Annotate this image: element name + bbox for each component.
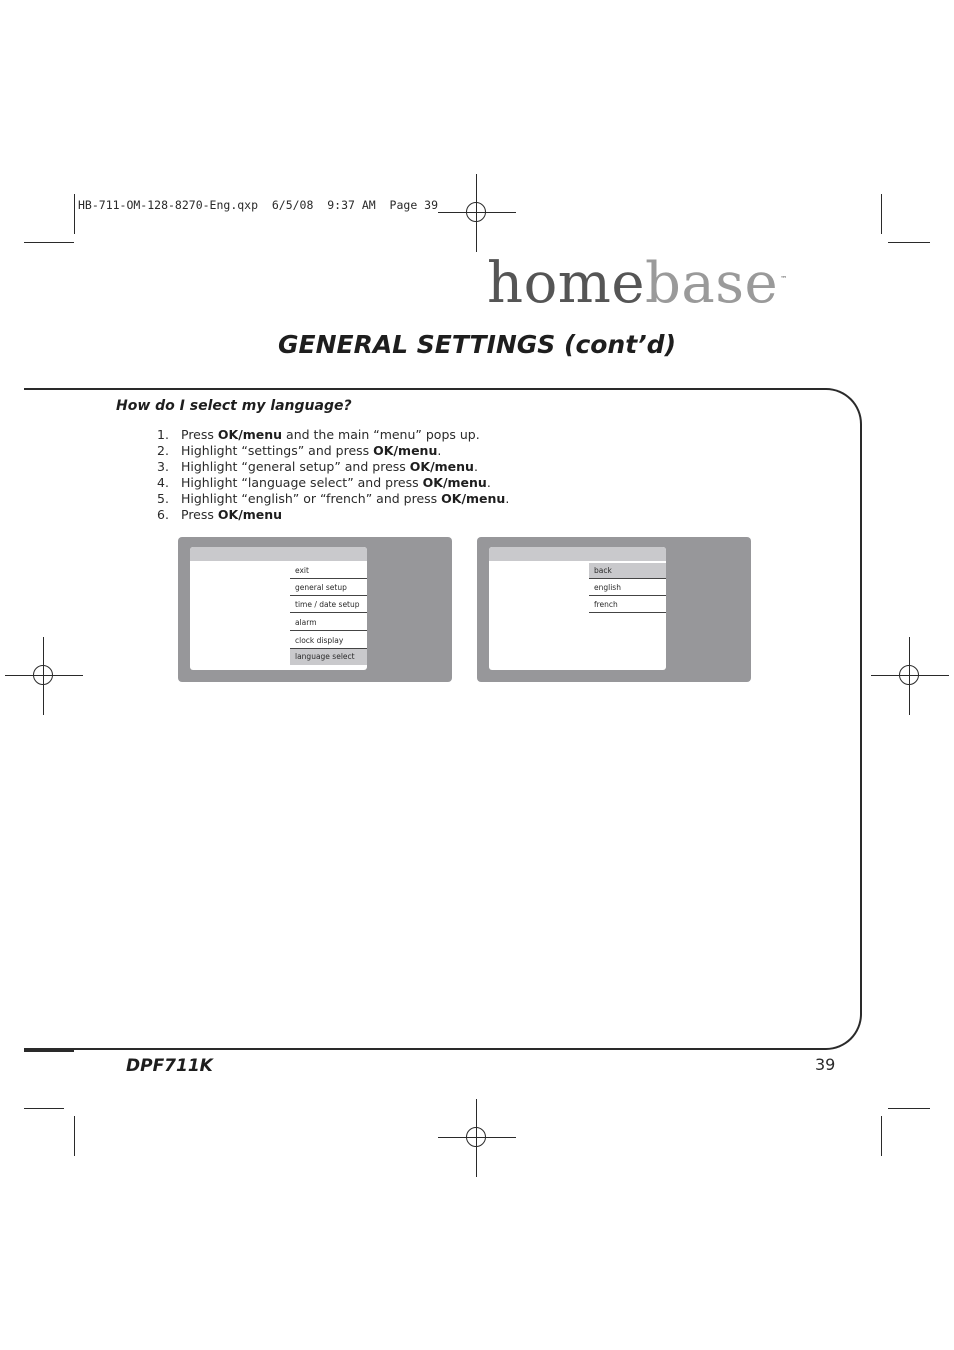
registration-mark-bottom	[438, 1099, 516, 1177]
model-number: DPF711K	[126, 1056, 213, 1076]
menu-item-french: french	[589, 597, 666, 613]
crop-mark	[881, 194, 882, 234]
registration-mark-right	[871, 637, 949, 715]
step-item: 1. Press OK/menu and the main “menu” pops up.	[157, 427, 480, 442]
footer-rule	[24, 1050, 74, 1052]
crop-mark	[888, 1108, 930, 1109]
step-item: 4. Highlight “language select” and press OK/menu.	[157, 475, 491, 490]
crop-mark	[24, 1108, 64, 1109]
menu-item-general-setup: general setup	[290, 580, 367, 596]
menu-item-clock-display: clock display	[290, 633, 367, 649]
menu-item-exit: exit	[290, 563, 367, 579]
step-item: 2. Highlight “settings” and press OK/menu.	[157, 443, 442, 458]
crop-mark	[74, 1116, 75, 1156]
menu-item-back: back	[589, 563, 666, 579]
menu-item-alarm: alarm	[290, 615, 367, 631]
crop-mark	[24, 242, 74, 243]
screen-title-bar	[190, 547, 367, 561]
screen-illustration-language-menu	[477, 537, 751, 682]
menu-item-language-select: language select	[290, 649, 367, 665]
menu-item-time-date-setup: time / date setup	[290, 597, 367, 613]
step-item: 5. Highlight “english” or “french” and press OK/menu.	[157, 491, 510, 506]
step-item: 6. Press OK/menu	[157, 507, 283, 522]
page-title: GENERAL SETTINGS (cont’d)	[277, 330, 677, 359]
crop-mark	[881, 1116, 882, 1156]
print-slug: HB-711-OM-128-8270-Eng.qxp 6/5/08 9:37 AM Page 39	[78, 198, 439, 212]
menu-item-english: english	[589, 580, 666, 596]
registration-mark-top	[438, 174, 516, 252]
screen-illustration-settings-menu	[178, 537, 452, 682]
section-heading: How do I select my language?	[116, 398, 352, 414]
step-item: 3. Highlight “general setup” and press OK/menu.	[157, 459, 478, 474]
crop-mark	[74, 194, 75, 234]
crop-mark	[888, 242, 930, 243]
page-number: 39	[815, 1055, 836, 1074]
screen-display	[489, 547, 666, 670]
steps-list	[157, 427, 509, 523]
screen-title-bar	[489, 547, 666, 561]
screen-display	[190, 547, 367, 670]
homebase-logo: homebase ™	[487, 251, 788, 316]
